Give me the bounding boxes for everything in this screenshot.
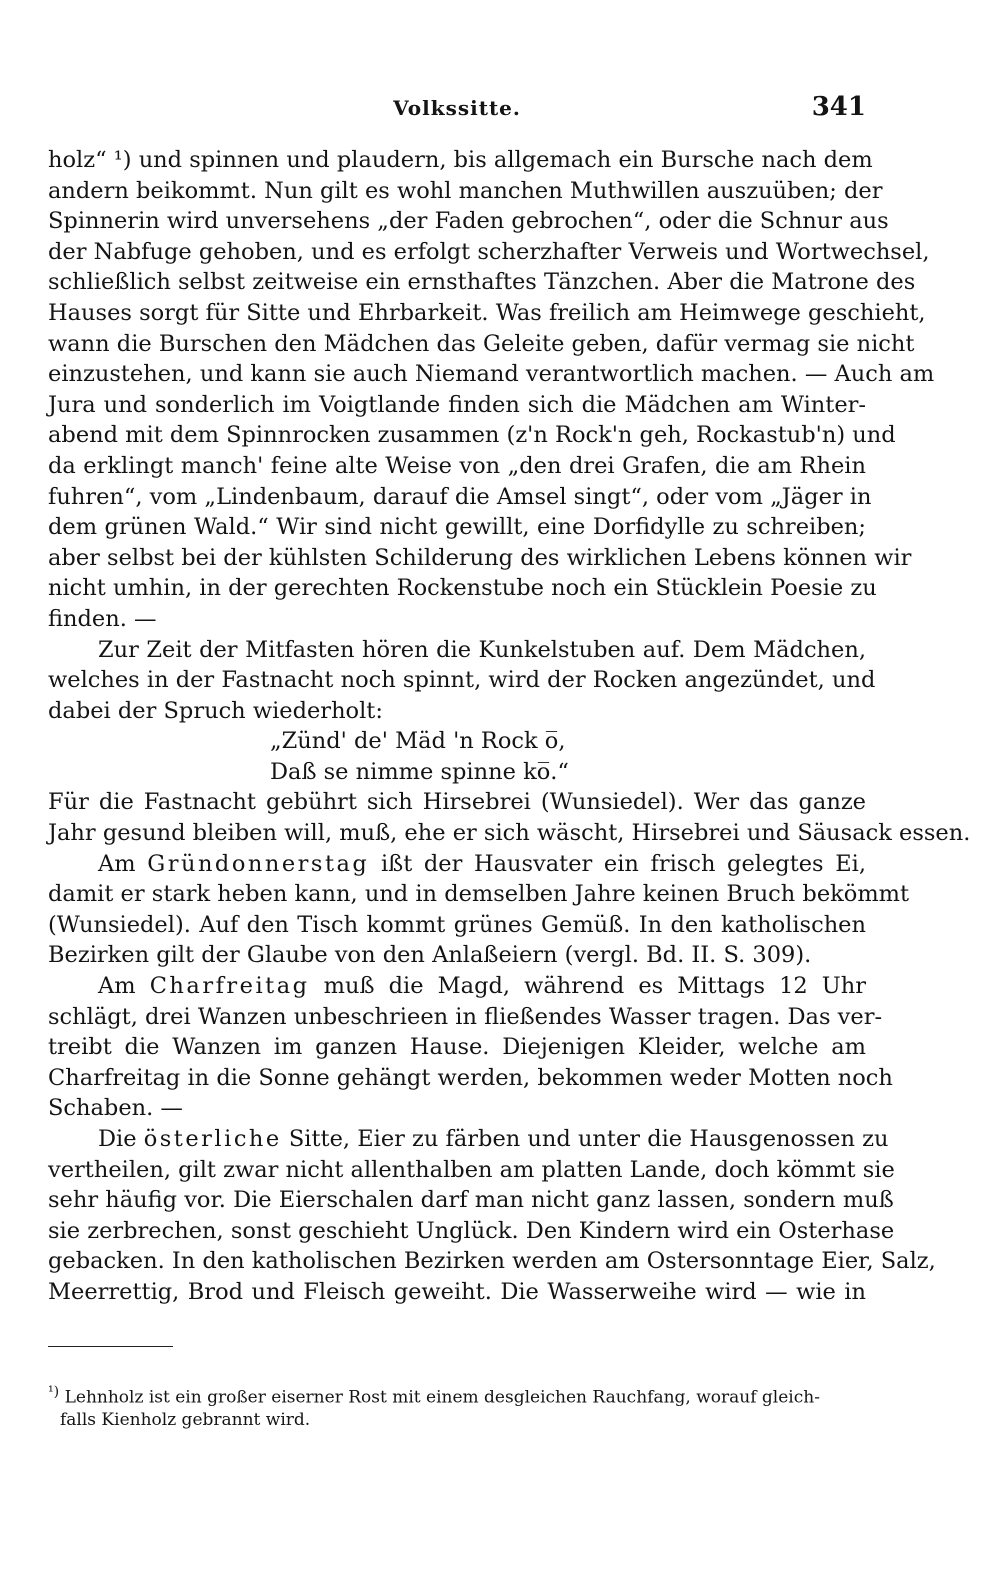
text-line: einzustehen, und kann sie auch Niemand verantwortlich machen. — Auch am [48, 361, 935, 388]
page-header [48, 92, 866, 132]
text-line: abend mit dem Spinnrocken zusammen (z'n Rock'n geh, Rockastub'n) und [48, 422, 896, 449]
text-line: welches in der Fastnacht noch spinnt, wird der Rocken angezündet, und [48, 667, 876, 694]
text-line: gebacken. In den katholischen Bezirken werden am Ostersonntage Eier, Salz, [48, 1248, 936, 1275]
text-line: (Wunsiedel). Auf den Tisch kommt grünes Gemüß. In den katholischen [48, 911, 866, 938]
verse-line: Daß se nimme spinne ko̅.“ [270, 758, 569, 785]
text-line: aber selbst bei der kühlsten Schilderung des wirklichen Lebens können wir [48, 544, 912, 571]
text-line: finden. — [48, 605, 157, 632]
text-segment: Die [98, 1126, 137, 1152]
text-line: Zur Zeit der Mitfasten hören die Kunkelstuben auf. Dem Mädchen, [98, 636, 866, 663]
verse-line: „Zünd' de' Mäd 'n Rock o̅, [270, 728, 566, 755]
text-line: vertheilen, gilt zwar nicht allenthalben am platten Lande, doch kömmt sie [48, 1156, 895, 1183]
text-line: Hauses sorgt für Sitte und Ehrbarkeit. Was freilich am Heimwege geschieht, [48, 299, 926, 326]
text-line [48, 1124, 889, 1155]
footnote-text: Lehnholz ist ein großer eiserner Rost mit einem desgleichen Rauchfang, worauf gleich- [64, 1387, 820, 1408]
footnote-divider [48, 1346, 173, 1347]
running-head: Volkssitte. [393, 96, 521, 120]
text-line: Meerrettig, Brod und Fleisch geweiht. Die Wasserweihe wird — wie in [48, 1278, 866, 1305]
text-line: Spinnerin wird unversehens „der Faden gebrochen“, oder die Schnur aus [48, 208, 889, 235]
text-segment: ißt der Hausvater ein frisch gelegtes Ei, [380, 850, 866, 877]
text-line: holz“ ¹) und spinnen und plaudern, bis allgemach ein Bursche nach dem [48, 147, 873, 173]
text-line: Charfreitag in die Sonne gehängt werden, bekommen weder Motten noch [48, 1064, 893, 1091]
text-line: nicht umhin, in der gerechten Rockenstube noch ein Stücklein Poesie zu [48, 575, 877, 602]
text-line: Jahr gesund bleiben will, muß, ehe er sich wäscht, Hirsebrei und Säusack essen. [48, 820, 971, 847]
text-segment: Am [98, 850, 136, 877]
text-line: Schaben. — [48, 1095, 183, 1122]
text-line: wann die Burschen den Mädchen das Geleite geben, dafür vermag sie nicht [48, 330, 915, 357]
text-segment: Sitte, Eier zu färben und unter die Hausgenossen zu [288, 1126, 889, 1152]
text-line: fuhren“, vom „Lindenbaum, darauf die Amsel singt“, oder vom „Jäger in [48, 483, 872, 510]
text-line: andern beikommt. Nun gilt es wohl manchen Muthwillen auszuüben; der [48, 177, 883, 204]
page-number: 341 [811, 92, 866, 122]
text-line [48, 849, 866, 880]
text-line: da erklingt manch' feine alte Weise von „den drei Grafen, die am Rhein [48, 452, 866, 479]
footnote-line: falls Kienholz gebrannt wird. [60, 1410, 311, 1430]
emphasized-term: Gründonnerstag [147, 850, 370, 877]
text-line [48, 971, 866, 1002]
text-line: schließlich selbst zeitweise ein ernsthaftes Tänzchen. Aber die Matrone des [48, 269, 916, 296]
text-line: sie zerbrechen, sonst geschieht Unglück. Den Kindern wird ein Osterhase [48, 1217, 895, 1244]
main-text [48, 145, 971, 1308]
text-line: Für die Fastnacht gebührt sich Hirsebrei (Wunsiedel). Wer das ganze [48, 789, 866, 816]
emphasized-term: Charfreitag [149, 973, 310, 1000]
emphasized-term: österliche [143, 1126, 282, 1152]
text-line: treibt die Wanzen im ganzen Hause. Diejenigen Kleider, welche am [48, 1034, 866, 1061]
footnote-marker: ¹) [48, 1384, 60, 1400]
text-segment: muß die Magd, während es Mittags 12 Uhr [323, 973, 867, 1000]
text-line: schlägt, drei Wanzen unbeschrieen in fließendes Wasser tragen. Das ver- [48, 1003, 883, 1030]
footnotes [48, 1378, 866, 1434]
text-line: sehr häufig vor. Die Eierschalen darf man nicht ganz lassen, sondern muß [48, 1187, 894, 1214]
footnote-line [48, 1378, 866, 1406]
text-line: Bezirken gilt der Glaube von den Anlaßeiern (vergl. Bd. II. S. 309). [48, 942, 812, 969]
text-line: dem grünen Wald.“ Wir sind nicht gewillt, eine Dorfidylle zu schreiben; [48, 514, 866, 541]
text-segment: Am [98, 973, 136, 1000]
text-line: Jura und sonderlich im Voigtlande finden sich die Mädchen am Winter- [48, 391, 866, 418]
text-line: der Nabfuge gehoben, und es erfolgt scherzhafter Verweis und Wortwechsel, [48, 238, 930, 265]
text-line: dabei der Spruch wiederholt: [48, 697, 383, 724]
text-line: damit er stark heben kann, und in demselben Jahre keinen Bruch bekömmt [48, 881, 910, 908]
